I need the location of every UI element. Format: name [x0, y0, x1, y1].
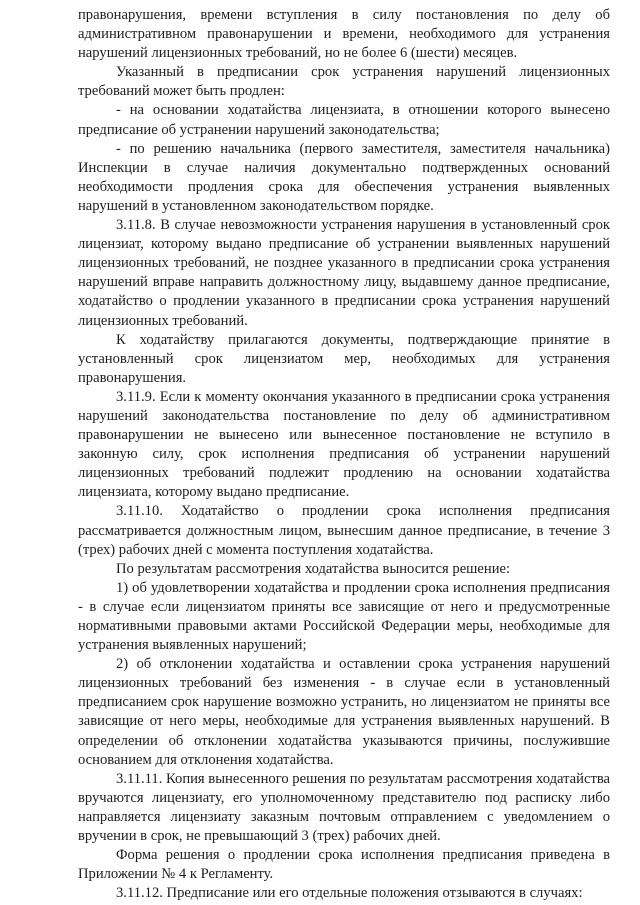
- list-item-rejection: 2) об отклонении ходатайства и оставлении срока устранения нарушений лицензионных требований без изменения - в случае если в установленный предписанием срок нарушение возможно устранить, но лицензиатом не приняты все зависящие от него меры, необходимые для устранения выявленных нарушений. В определении об отклонении ходатайства указываются причины, послужившие основанием для отклонения ходатайства.: [78, 656, 610, 768]
- paragraph-form-reference: Форма решения о продлении срока исполнения предписания приведена в Приложении № 4 к Регламенту.: [78, 847, 610, 883]
- clause-3-11-12: 3.11.12. Предписание или его отдельные положения отзываются в случаях:: [116, 885, 583, 902]
- paragraph-attachments: К ходатайству прилагаются документы, подтверждающие принятие в установленный срок лицензиатом мер, необходимых для устранения правонарушения.: [78, 331, 610, 386]
- clause-3-11-9: 3.11.9. Если к моменту окончания указанного в предписании срока устранения нарушений законодательства постановление по делу об административном правонарушении не вынесено или вынесенное постановление не вступило в законную силу, срок исполнения предписания об устранении нарушений лицензионных требований подлежит продлению на основании ходатайства лицензиата, которому выдано предписание.: [78, 388, 610, 501]
- list-item-head-decision: - по решению начальника (первого заместителя, заместителя начальника) Инспекции в случае наличия документально подтвержденных оснований необходимости продления срока для обеспечения устранения выявленных нарушений в установленном законодательством порядке.: [78, 140, 610, 214]
- list-item-petition: - на основании ходатайства лицензиата, в отношении которого вынесено предписание об устранении нарушений законодательства;: [78, 102, 610, 138]
- paragraph-extension-grounds: Указанный в предписании срок устранения нарушений лицензионных требований может быть продлен:: [78, 64, 610, 100]
- paragraph-decision: По результатам рассмотрения ходатайства выносится решение:: [116, 560, 511, 577]
- clause-3-11-11: 3.11.11. Копия вынесенного решения по результатам рассмотрения ходатайства вручаются лицензиату, его уполномоченному представителю под расписку либо направляется лицензиату заказным почтовым отправлением с уведомлением о вручении в срок, не превышающий 3 (трех) рабочих дней.: [78, 770, 610, 845]
- clause-3-11-8: 3.11.8. В случае невозможности устранения нарушения в установленный срок лицензиат, которому выдано предписание об устранении выявленных нарушений лицензионных требований, не позднее указанного в предписании срока устранения нарушений вправе направить должностному лицу, выдавшему данное предписание, ходатайство о продлении указанного в предписании срока устранения нарушений лицензионных требований.: [78, 217, 610, 329]
- clause-3-11-10: 3.11.10. Ходатайство о продлении срока исполнения предписания рассматривается должностным лицом, вынесшим данное предписание, в течение 3 (трех) рабочих дней с момента поступления ходатайства.: [78, 503, 610, 558]
- paragraph-continuation: правонарушения, времени вступления в силу постановления по делу об административном правонарушении и времени, необходимого для устранения нарушений лицензионных требований, но не более 6 (шести) месяцев.: [78, 7, 610, 62]
- list-item-approval: 1) об удовлетворении ходатайства и продлении срока исполнения предписания - в случае если лицензиатом приняты все зависящие от него и предусмотренные нормативными правовыми актами Российской Федерации меры, необходимые для устранения выявленных нарушений;: [78, 579, 610, 654]
